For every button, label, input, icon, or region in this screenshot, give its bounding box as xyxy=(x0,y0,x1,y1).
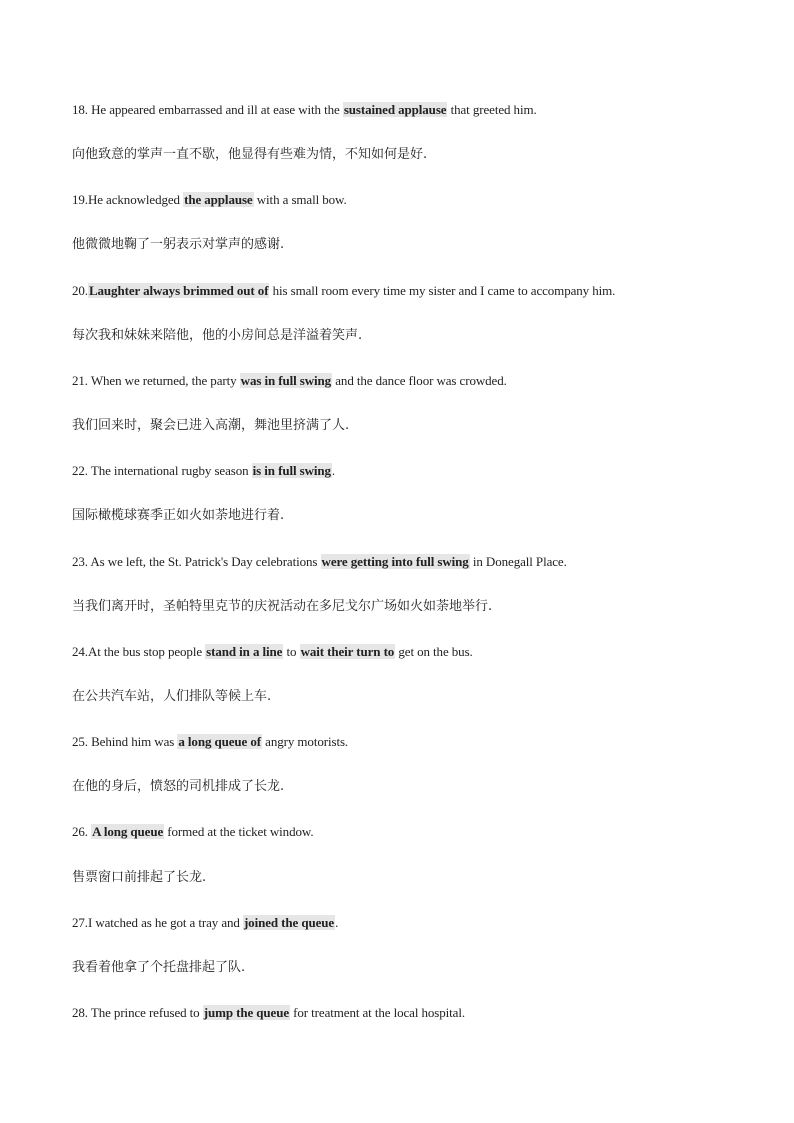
sentence-text: 每次我和妹妹来陪他，他的小房间总是洋溢着笑声. xyxy=(72,327,363,343)
english-sentence xyxy=(72,282,754,300)
sentence-text: and the dance floor was crowded. xyxy=(332,372,507,388)
chinese-translation xyxy=(72,869,754,887)
sentence-text: that greeted him. xyxy=(447,102,537,117)
sentence-text: 我看着他拿了个托盘排起了队. xyxy=(72,959,246,975)
chinese-translation xyxy=(72,417,754,435)
chinese-translation xyxy=(72,959,754,977)
highlighted-phrase: joined the queue xyxy=(243,914,335,930)
highlighted-phrase: jump the queue xyxy=(203,1005,290,1020)
english-sentence xyxy=(72,643,754,661)
sentence-text: 在他的身后，愤怒的司机排成了长龙. xyxy=(72,779,285,795)
chinese-translation xyxy=(72,778,754,796)
english-sentence xyxy=(72,101,754,119)
sentence-text: 我们回来时，聚会已进入高潮，舞池里挤满了人. xyxy=(72,418,350,434)
sentence-text: his small room every time my sister and I came to accompany him. xyxy=(269,282,616,298)
english-sentence xyxy=(72,823,754,841)
english-sentence xyxy=(72,1004,754,1022)
sentence-text: 27.I watched as he got a tray and xyxy=(72,914,243,930)
sentence-text: 20. xyxy=(72,282,88,298)
sentence-text: to xyxy=(283,643,300,659)
highlighted-phrase: a long queue of xyxy=(178,734,262,750)
sentence-text: 当我们离开时，圣帕特里克节的庆祝活动在多尼戈尔广场如火如荼地举行. xyxy=(72,598,493,614)
sentence-text: get on the bus. xyxy=(395,643,473,659)
english-sentence xyxy=(72,553,754,571)
sentence-text: with a small bow. xyxy=(253,192,347,208)
highlighted-phrase: were getting into full swing xyxy=(321,553,469,569)
highlighted-phrase: was in full swing xyxy=(240,372,332,388)
sentence-text: 他微微地鞠了一躬表示对掌声的感谢. xyxy=(72,237,285,253)
english-sentence xyxy=(72,462,754,480)
english-sentence xyxy=(72,914,754,932)
sentence-text: 18. He appeared embarrassed and ill at ease with the xyxy=(72,102,343,117)
chinese-translation xyxy=(72,507,754,525)
highlighted-phrase: stand in a line xyxy=(206,643,283,659)
sentence-text: angry motorists. xyxy=(262,734,349,750)
english-sentence xyxy=(72,733,754,751)
sentence-text: . xyxy=(335,914,339,930)
highlighted-phrase: is in full swing xyxy=(252,463,331,479)
highlighted-phrase: A long queue xyxy=(92,824,164,840)
chinese-translation xyxy=(72,146,754,164)
english-sentence xyxy=(72,372,754,390)
sentence-text: 国际橄榄球赛季正如火如荼地进行着. xyxy=(72,508,285,524)
english-sentence xyxy=(72,191,754,209)
chinese-translation xyxy=(72,327,754,345)
sentence-text: 21. When we returned, the party xyxy=(72,372,240,388)
sentence-text: 向他致意的掌声一直不歇，他显得有些难为情，不知如何是好. xyxy=(72,147,428,163)
highlighted-phrase: wait their turn to xyxy=(300,643,395,659)
sentence-text: . xyxy=(331,463,336,479)
sentence-text: formed at the ticket window. xyxy=(164,824,314,840)
sentence-text: 25. Behind him was xyxy=(72,734,178,750)
sentence-text: 22. The international rugby season xyxy=(72,463,252,479)
sentence-text: 24.At the bus stop people xyxy=(72,643,206,659)
sentence-text: 售票窗口前排起了长龙. xyxy=(72,869,207,885)
chinese-translation xyxy=(72,598,754,616)
sentence-text: 23. As we left, the St. Patrick's Day celebrations xyxy=(72,553,321,569)
highlighted-phrase: sustained applause xyxy=(343,102,447,117)
chinese-translation xyxy=(72,688,754,706)
highlighted-phrase: Laughter always brimmed out of xyxy=(88,282,269,298)
chinese-translation xyxy=(72,236,754,254)
highlighted-phrase: the applause xyxy=(184,192,253,208)
sentence-text: 28. The prince refused to xyxy=(72,1005,203,1020)
sentence-text: 19.He acknowledged xyxy=(72,192,184,208)
sentence-text: for treatment at the local hospital. xyxy=(290,1005,466,1020)
sentence-text: in Donegall Place. xyxy=(469,553,567,569)
sentence-text: 在公共汽车站，人们排队等候上车. xyxy=(72,688,272,704)
sentence-text: 26. xyxy=(72,824,92,840)
